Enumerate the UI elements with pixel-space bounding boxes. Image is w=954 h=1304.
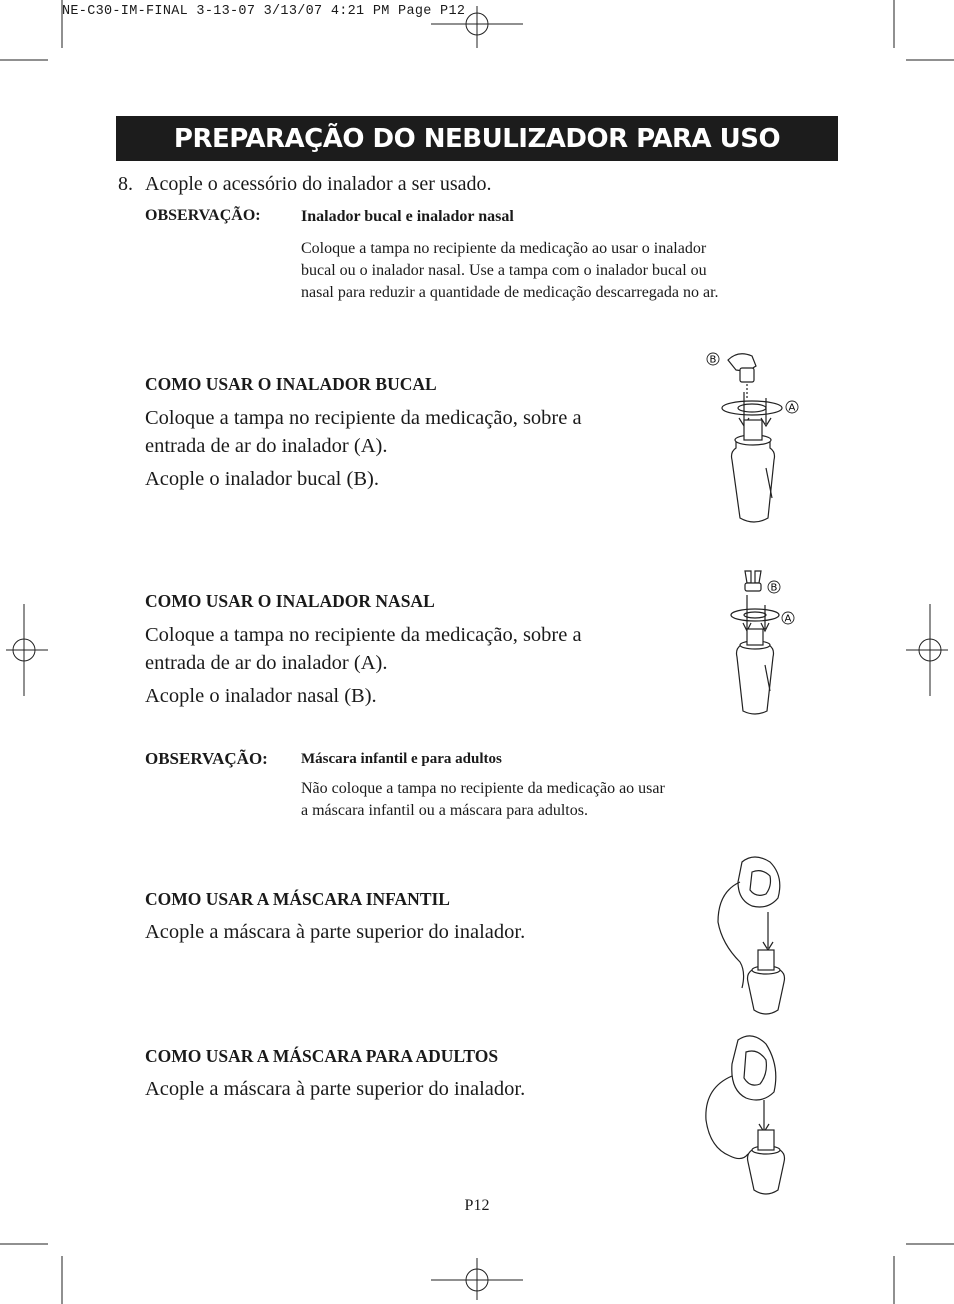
note-2-line: Não coloque a tampa no recipiente da medicação ao usar <box>301 780 665 797</box>
adult-mask-illustration <box>700 1030 810 1200</box>
note-1-line: bucal ou o inalador nasal. Use a tampa com o inalador bucal ou <box>301 262 707 279</box>
label-b: B <box>770 582 778 594</box>
step-number: 8. <box>118 173 133 195</box>
child-mask-illustration <box>712 852 812 1022</box>
adultos-heading: COMO USAR A MÁSCARA PARA ADULTOS <box>145 1046 499 1066</box>
note-1-line: Coloque a tampa no recipiente da medicação ao usar o inalador <box>301 240 707 257</box>
label-a: A <box>788 402 796 414</box>
note-1-line: nasal para reduzir a quantidade de medicação descarregada no ar. <box>301 284 719 301</box>
label-b: B <box>709 354 717 366</box>
bucal-heading: COMO USAR O INALADOR BUCAL <box>145 374 437 394</box>
bucal-inhaler-illustration <box>700 348 810 528</box>
print-slug: NE-C30-IM-FINAL 3-13-07 3/13/07 4:21 PM Page P12 <box>62 4 466 19</box>
nasal-line: Acople o inalador nasal (B). <box>145 685 377 707</box>
nasal-line: Coloque a tampa no recipiente da medicação, sobre a <box>145 624 582 646</box>
bucal-line: Acople o inalador bucal (B). <box>145 468 379 490</box>
nasal-line: entrada de ar do inalador (A). <box>145 652 388 674</box>
note-2-label: OBSERVAÇÃO: <box>145 749 268 768</box>
nasal-heading: COMO USAR O INALADOR NASAL <box>145 591 435 611</box>
bucal-line: Coloque a tampa no recipiente da medicação, sobre a <box>145 407 582 429</box>
note-1-body <box>301 238 719 304</box>
bucal-instructions <box>145 404 582 493</box>
nasal-instructions <box>145 621 582 710</box>
note-2-line: a máscara infantil ou a máscara para adultos. <box>301 802 588 819</box>
page-number: P12 <box>464 1197 490 1214</box>
note-1-title: Inalador bucal e inalador nasal <box>301 208 514 225</box>
step-8 <box>118 173 492 196</box>
note-2-body <box>301 778 665 822</box>
page-title: PREPARAÇÃO DO NEBULIZADOR PARA USO <box>116 116 838 161</box>
label-a: A <box>784 613 792 625</box>
infantil-text: Acople a máscara à parte superior do inalador. <box>145 921 526 943</box>
nasal-inhaler-illustration <box>715 565 810 720</box>
bucal-line: entrada de ar do inalador (A). <box>145 435 388 457</box>
step-text: Acople o acessório do inalador a ser usado. <box>145 173 492 195</box>
infantil-heading: COMO USAR A MÁSCARA INFANTIL <box>145 889 450 909</box>
adultos-text: Acople a máscara à parte superior do inalador. <box>145 1078 526 1100</box>
note-1-label: OBSERVAÇÃO: <box>145 207 261 224</box>
note-2-title: Máscara infantil e para adultos <box>301 751 502 767</box>
